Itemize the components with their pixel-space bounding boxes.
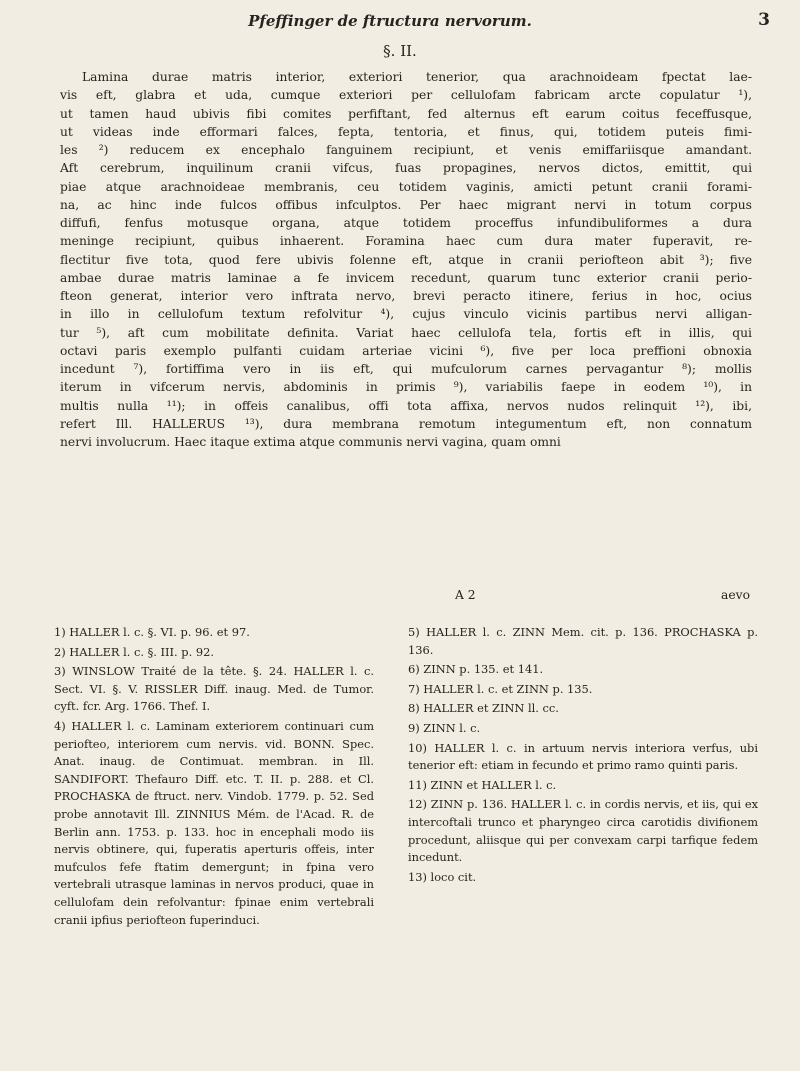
footnotes-left-column (54, 624, 374, 931)
catchword: aevo (721, 588, 750, 602)
signature-mark: A 2 (455, 588, 476, 602)
footnote: 11) ZINN et HALLER l. c. (408, 777, 557, 792)
running-head (90, 10, 770, 34)
footnotes-right-column (408, 624, 758, 888)
footnote: 9) ZINN l. c. (408, 720, 481, 735)
body-line: na, ac hinc inde fulcos offibus infculptos. Per haec migrant nervi in totum corpus (60, 197, 752, 212)
body-line: octavi paris exemplo pulfanti cuidam arteriae vicini ⁶), five per loca preffioni obnoxia (60, 343, 752, 358)
body-line: piae atque arachnoideae membranis, ceu totidem vaginis, amicti petunt cranii forami- (60, 179, 752, 194)
footnote: 5) HALLER l. c. ZINN Mem. cit. p. 136. PROCHASKA p. 136. (408, 625, 758, 657)
body-paragraph (60, 68, 752, 451)
footnote: 13) loco cit. (408, 869, 477, 884)
body-line: multis nulla ¹¹); in offeis canalibus, offi tota affixa, nervos nudos relinquit ¹²), ibi, (60, 398, 752, 413)
body-line: nervi involucrum. Haec itaque extima atque communis nervi vagina, quam omni (60, 435, 561, 449)
body-line: refert Ill. HALLERUS ¹³), dura membrana remotum integumentum eft, non connatum (60, 416, 752, 431)
body-line: tur ⁵), aft cum mobilitate definita. Variat haec cellulofa tela, fortis eft in illis, qui (60, 325, 752, 340)
body-line: vis eft, glabra et uda, cumque exteriori per cellulofam fabricam arcte copulatur ¹), (60, 88, 752, 103)
footnote: 4) HALLER l. c. Laminam exteriorem continuari cum periofteo, interiorem cum nervis. vid. BONN. Spec. Anat. inaug. de Contimuat. membran. in Ill. SANDIFORT. Thefauro Diff. etc. T. II. p. 288. et Cl. PROCHASKA de ftruct. nerv. Vindob. 1779. p. 52. Sed probe annotavit Ill. ZINNIUS Mém. de l'Acad. R. de Berlin ann. 1753. p. 133. hoc in encephali modo iis nervis obtinere, qui, fuperatis aperturis offeis, inter mufculos fefe ftatim demergunt; in fpina vero vertebrali utrasque laminas in nervos produci, quae in cellulofam dein refolvantur: fpinae enim vertebrali cranii ipfius periofteon fuperinduci. (54, 718, 374, 927)
footnote: 12) ZINN p. 136. HALLER l. c. in cordis nervis, et iis, qui ex intercoftali trunco et pharyngeo circa carotidis divifionem procedunt, aliisque qui per convexam carpi tarfique fedem incedunt. (408, 797, 758, 865)
body-line: les ²) reducem ex encephalo fanguinem recipiunt, et venis emiffariisque amandant. (60, 143, 752, 157)
body-line: ut tamen haud ubivis fibi comites perfiftant, fed alternus eft earum coitus feceffusque, (60, 106, 752, 121)
body-line: diffufi, fenfus motusque organa, atque totidem proceffus infundibuliformes a dura (60, 216, 752, 230)
footnote: 10) HALLER l. c. in artuum nervis interiora verfus, ubi tenerior eft: etiam in fecundo et primo ramo quinti paris. (408, 740, 758, 773)
body-line: Lamina durae matris interior, exteriori tenerior, qua arachnoideam fpectat lae- (82, 70, 752, 84)
body-line: meninge recipiunt, quibus inhaerent. Foramina haec cum dura mater fuperavit, re- (60, 234, 752, 249)
page-number: 3 (758, 10, 770, 30)
body-line: fteon generat, interior vero inftrata nervo, brevi peracto itinere, ferius in hoc, ocius (60, 289, 752, 303)
footnote: 8) HALLER et ZINN ll. cc. (408, 701, 559, 716)
footnote: 7) HALLER l. c. et ZINN p. 135. (408, 681, 593, 696)
footnote: 1) HALLER l. c. §. VI. p. 96. et 97. (54, 625, 250, 639)
body-line: iterum in vifcerum nervis, abdominis in primis ⁹), variabilis faepe in eodem ¹⁰), in (60, 380, 752, 395)
body-line: in illo in cellulofum textum refolvitur ⁴), cujus vinculo vicinis partibus nervi alligan- (60, 307, 752, 322)
body-line: Aft cerebrum, inquilinum cranii vifcus, fuas propagines, nervos dictos, emittit, qui (60, 161, 752, 176)
footnote: 2) HALLER l. c. §. III. p. 92. (54, 644, 214, 659)
body-line: flectitur five tota, quod fere ubivis folenne eft, atque in cranii periofteon abit ³); five (60, 252, 752, 267)
running-title: Pfeffinger de ftructura nervorum. (248, 12, 532, 30)
section-heading: §. II. (383, 42, 417, 60)
footnote: 6) ZINN p. 135. et 141. (408, 662, 544, 677)
body-line: ut videas inde efformari falces, fepta, tentoria, et finus, qui, totidem puteis fimi- (60, 124, 752, 139)
body-line: incedunt ⁷), fortiffima vero in iis eft, qui mufculorum carnes pervagantur ⁸); mollis (60, 362, 752, 376)
footnote: 3) WINSLOW Traité de la tête. §. 24. HALLER l. c. Sect. VI. §. V. RISSLER Diff. inaug. Med. de Tumor. cyft. fcr. Arg. 1766. Thef. I. (54, 664, 374, 714)
body-line: ambae durae matris laminae a fe invicem recedunt, quarum tunc exterior cranii perio- (60, 270, 752, 285)
catch-line (60, 588, 752, 606)
